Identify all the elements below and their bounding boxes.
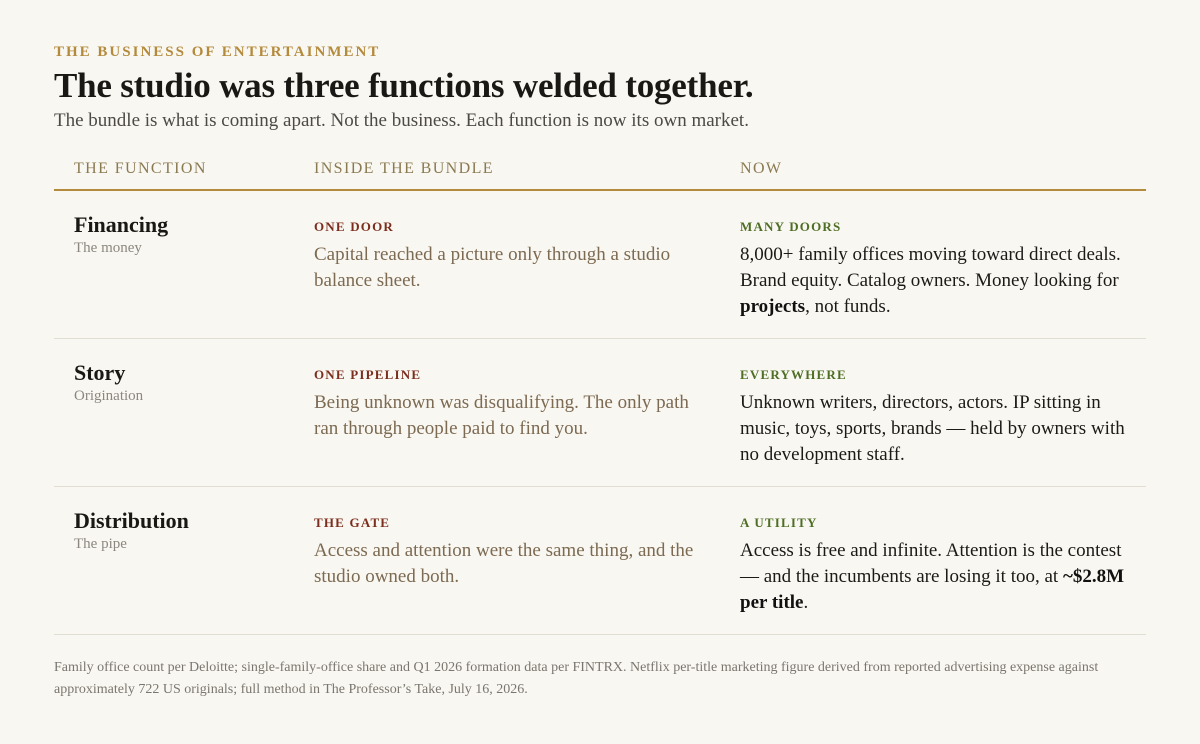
now-text-part: . bbox=[803, 592, 809, 613]
function-name: Financing bbox=[74, 212, 169, 237]
page-subtitle: The bundle is what is coming apart. Not the business. Each function is now its own market. bbox=[54, 110, 749, 131]
bundle-tag: ONE DOOR bbox=[314, 219, 395, 234]
function-subtitle: The money bbox=[74, 240, 142, 256]
column-header-inside-bundle: INSIDE THE BUNDLE bbox=[314, 160, 494, 177]
bundle-tag: ONE PIPELINE bbox=[314, 367, 422, 382]
function-name: Story bbox=[74, 360, 126, 385]
now-text-part: 8,000+ family offices moving toward direct deals. Brand equity. Catalog owners. Money looking for bbox=[740, 244, 1121, 291]
bundle-tag: THE GATE bbox=[314, 515, 391, 530]
now-tag: MANY DOORS bbox=[740, 219, 842, 234]
now-tag: A UTILITY bbox=[740, 515, 818, 530]
comparison-table bbox=[54, 150, 1146, 635]
now-text-part: Unknown writers, directors, actors. IP sitting in music, toys, sports, brands — held by owners with no development staff. bbox=[740, 392, 1125, 465]
section-kicker: THE BUSINESS OF ENTERTAINMENT bbox=[54, 44, 381, 60]
function-name: Distribution bbox=[74, 508, 189, 533]
now-description bbox=[740, 538, 1132, 616]
function-subtitle: Origination bbox=[74, 388, 144, 404]
table-row bbox=[54, 487, 1146, 635]
now-description bbox=[740, 242, 1132, 320]
table-row bbox=[54, 339, 1146, 487]
footnote: Family office count per Deloitte; single-family-office share and Q1 2026 formation data per FINTRX. Netflix per-title marketing figure derived from reported advertising expense against approximately 722 US originals; full method in The Professor’s Take, July 16, 2026. bbox=[54, 660, 1099, 697]
now-text-emphasis: ~$2.8M per title bbox=[740, 566, 1125, 613]
bundle-description: Being unknown was disqualifying. The only path ran through people paid to find you. bbox=[314, 392, 689, 439]
column-header-now: NOW bbox=[740, 160, 783, 177]
now-tag: EVERYWHERE bbox=[740, 367, 847, 382]
column-header-function: THE FUNCTION bbox=[74, 160, 207, 177]
now-text-part: Access is free and infinite. Attention is the contest — and the incumbents are losing it too, at bbox=[740, 540, 1122, 587]
table-row bbox=[54, 191, 1146, 339]
bundle-description: Access and attention were the same thing, and the studio owned both. bbox=[314, 540, 694, 587]
now-text-emphasis: projects bbox=[740, 296, 806, 317]
now-text-part: , not funds. bbox=[805, 296, 891, 317]
now-description bbox=[740, 390, 1132, 468]
function-subtitle: The pipe bbox=[74, 536, 127, 552]
bundle-description: Capital reached a picture only through a studio balance sheet. bbox=[314, 244, 671, 291]
table-header bbox=[54, 150, 1146, 191]
page-title: The studio was three functions welded together. bbox=[54, 66, 754, 105]
